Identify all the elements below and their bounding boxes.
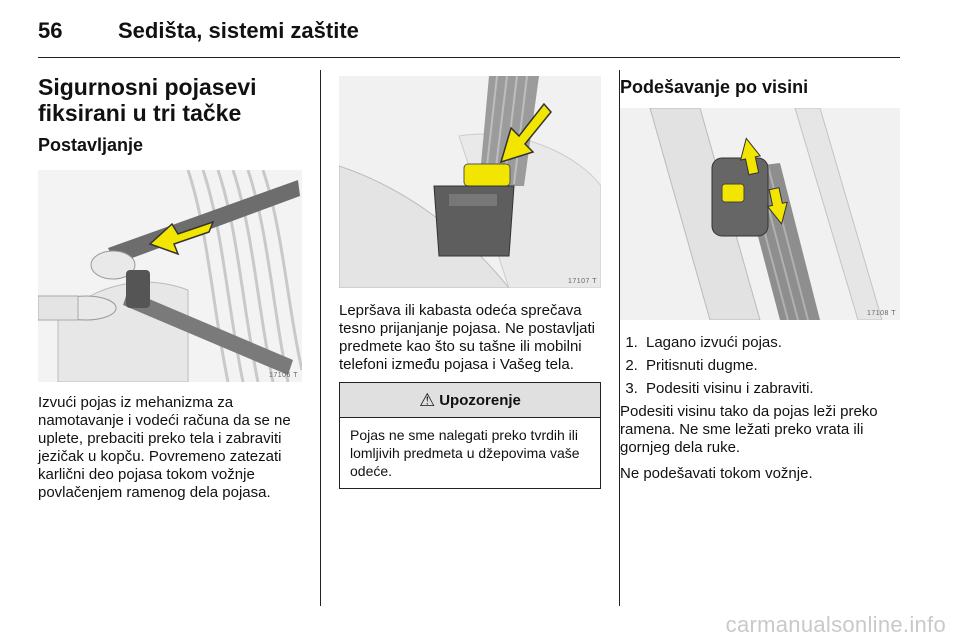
warning-header: [340, 383, 600, 418]
chapter-title: Sedišta, sistemi zaštite: [118, 18, 359, 43]
warning-triangle-icon: ⚠: [419, 389, 436, 410]
fastening-paragraph: Izvući pojas iz mehanizma za namotavanje i vodeći računa da se ne uplete, prebaciti preko tela i zabraviti jezičak u kopču. Povremeno zatezati karlični deo pojasa tokom vožnje povlačenjem ramenog dela pojasa.: [38, 394, 291, 501]
middle-column: [339, 70, 601, 489]
height-adjust-illustration: [620, 108, 900, 320]
page-number: 56: [38, 18, 63, 43]
subsection-title-fastening: Postavljanje: [38, 135, 144, 155]
header-divider: [38, 57, 900, 58]
figure-code: 17106 T: [268, 372, 298, 379]
figure-code: 17108 T: [866, 310, 896, 317]
fastening-illustration: [38, 170, 302, 382]
warning-box: [339, 382, 601, 489]
figure-fastening-belt: [38, 170, 302, 382]
steps-list: [620, 334, 900, 398]
left-column: [38, 70, 302, 502]
step-item: 3. Podesiti visinu i zabraviti.: [642, 380, 900, 398]
buckle-illustration: [339, 76, 601, 288]
warning-title: Upozorenje: [439, 391, 521, 409]
clothing-paragraph: Lepršava ili kabasta odeća sprečava tesno prijanjanje pojasa. Ne postavljati predmete kao što su tašne ili mobilni telefoni između pojasa i Vašeg tela.: [339, 302, 595, 373]
height-paragraph-1: Podesiti visinu tako da pojas leži preko ramena. Ne sme ležati preko vrata ili gornjeg dela ruke.: [620, 403, 878, 456]
step-item: 2. Pritisnuti dugme.: [642, 357, 900, 375]
step-item: 1. Lagano izvući pojas.: [642, 334, 900, 352]
column-divider-1: [320, 70, 321, 606]
figure-height-adjust: [620, 108, 900, 320]
watermark[interactable]: carmanualsonline.info: [725, 612, 946, 637]
figure-buckle: [339, 76, 601, 288]
right-column: [620, 70, 900, 483]
height-paragraph-2: Ne podešavati tokom vožnje.: [620, 465, 813, 482]
warning-text: Pojas ne sme nalegati preko tvrdih ili lomljivih predmeta u džepovima vaše odeće.: [350, 427, 580, 479]
subsection-title-height: Podešavanje po visini: [620, 77, 809, 97]
section-title: Sigurnosni pojasevi fiksirani u tri tačke: [38, 74, 257, 126]
figure-code: 17107 T: [567, 278, 597, 285]
